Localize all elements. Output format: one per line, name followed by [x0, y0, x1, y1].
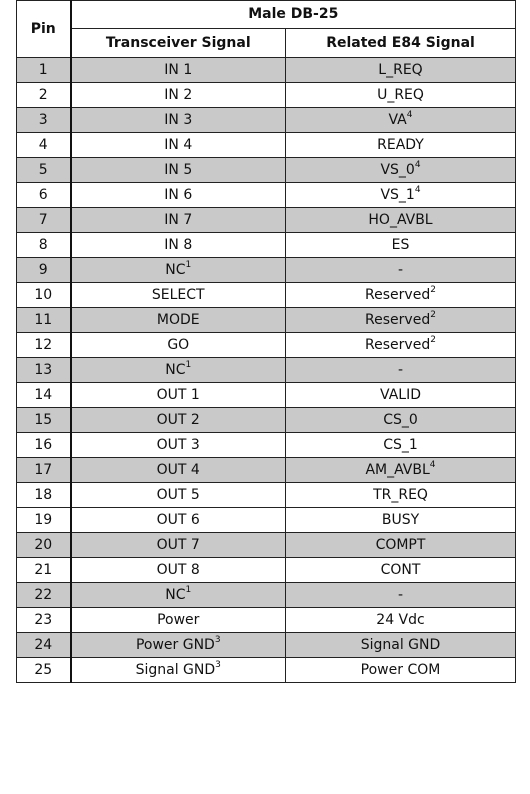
related-signal-cell	[286, 508, 516, 533]
transceiver-signal-cell	[71, 333, 286, 358]
pin-number-cell-text: 8	[38, 237, 48, 253]
related-signal-cell-text: CONT	[380, 562, 421, 578]
related-signal-cell-text: Reserved	[365, 312, 431, 328]
transceiver-signal-cell-text: NC	[165, 262, 186, 278]
pin-number-cell	[17, 483, 71, 508]
related-signal-cell-text: U_REQ	[377, 87, 424, 103]
related-signal-cell	[286, 333, 516, 358]
related-signal-cell	[286, 433, 516, 458]
transceiver-signal-cell	[71, 133, 286, 158]
table-row	[17, 133, 516, 158]
pin-number-cell-text: 24	[34, 637, 53, 653]
transceiver-signal-cell	[71, 258, 286, 283]
transceiver-signal-cell	[71, 458, 286, 483]
transceiver-signal-cell-text: Power	[157, 612, 200, 628]
related-signal-cell	[286, 608, 516, 633]
related-signal-cell-text: HO_AVBL	[368, 212, 433, 228]
related-signal-cell-text: L_REQ	[378, 62, 423, 78]
transceiver-signal-cell-text: NC	[165, 362, 186, 378]
related-signal-cell-text: CS_1	[383, 437, 418, 453]
transceiver-signal-cell	[71, 658, 286, 683]
related-signal-cell-text: ES	[391, 237, 410, 253]
table-row	[17, 258, 516, 283]
related-signal-cell	[286, 633, 516, 658]
related-signal-cell	[286, 558, 516, 583]
transceiver-signal-cell-text: IN 8	[164, 237, 193, 253]
related-signal-cell-text: Signal GND	[360, 637, 441, 653]
table-row	[17, 383, 516, 408]
pin-number-cell-text: 9	[38, 262, 48, 278]
pin-number-cell	[17, 208, 71, 233]
table-row	[17, 658, 516, 683]
transceiver-signal-cell-text: OUT 3	[156, 437, 200, 453]
transceiver-signal-cell	[71, 233, 286, 258]
related-signal-cell-text: BUSY	[381, 512, 420, 528]
transceiver-signal-cell	[71, 383, 286, 408]
transceiver-signal-cell-text: MODE	[156, 312, 200, 328]
related-signal-cell	[286, 83, 516, 108]
transceiver-signal-cell-text: Signal GND	[135, 662, 216, 678]
pin-number-cell-text: 10	[34, 287, 53, 303]
pin-number-cell-text: 4	[38, 137, 48, 153]
pin-number-cell-text: 17	[34, 462, 53, 478]
pin-number-cell	[17, 358, 71, 383]
transceiver-signal-cell-text: SELECT	[151, 287, 205, 303]
pin-number-cell-text: 14	[34, 387, 53, 403]
transceiver-signal-cell	[71, 58, 286, 83]
table-row	[17, 158, 516, 183]
transceiver-signal-cell	[71, 158, 286, 183]
pin-number-cell	[17, 658, 71, 683]
table-row	[17, 458, 516, 483]
related-signal-cell	[286, 308, 516, 333]
related-signal-header: Related E84 Signal	[286, 29, 516, 58]
transceiver-signal-cell	[71, 308, 286, 333]
table-row	[17, 333, 516, 358]
footnote-marker: 3	[214, 635, 221, 645]
transceiver-signal-cell-text: NC	[165, 587, 186, 603]
related-signal-cell	[286, 458, 516, 483]
pin-number-cell	[17, 283, 71, 308]
transceiver-signal-cell-text: OUT 7	[156, 537, 200, 553]
related-signal-cell	[286, 208, 516, 233]
transceiver-signal-cell-text: IN 4	[164, 137, 193, 153]
transceiver-signal-cell	[71, 608, 286, 633]
pin-number-cell	[17, 108, 71, 133]
pin-number-cell	[17, 583, 71, 608]
footnote-marker: 1	[185, 260, 192, 270]
related-signal-cell	[286, 583, 516, 608]
pin-number-cell-text: 21	[34, 562, 53, 578]
transceiver-signal-cell-text: Power GND	[135, 637, 215, 653]
pin-number-cell	[17, 433, 71, 458]
pinout-table	[16, 0, 516, 683]
related-signal-cell	[286, 183, 516, 208]
footnote-marker: 4	[414, 185, 421, 195]
pin-number-cell	[17, 308, 71, 333]
transceiver-signal-cell	[71, 483, 286, 508]
pin-number-cell-text: 20	[34, 537, 53, 553]
pin-number-cell	[17, 383, 71, 408]
transceiver-signal-cell-text: OUT 8	[156, 562, 200, 578]
transceiver-signal-cell-text: IN 7	[164, 212, 193, 228]
footnote-marker: 2	[430, 285, 436, 295]
table-row	[17, 558, 516, 583]
pin-number-cell-text: 19	[34, 512, 53, 528]
pin-number-cell	[17, 558, 71, 583]
related-signal-cell	[286, 133, 516, 158]
table-row	[17, 308, 516, 333]
related-signal-cell-text: Reserved	[365, 337, 431, 353]
pin-number-cell	[17, 183, 71, 208]
pin-number-cell-text: 16	[34, 437, 53, 453]
transceiver-signal-cell	[71, 533, 286, 558]
table-row	[17, 83, 516, 108]
table-row	[17, 108, 516, 133]
pin-number-cell	[17, 533, 71, 558]
pin-number-cell	[17, 333, 71, 358]
pin-number-cell	[17, 233, 71, 258]
pin-number-cell-text: 15	[34, 412, 53, 428]
table-row	[17, 358, 516, 383]
transceiver-signal-cell	[71, 408, 286, 433]
pin-number-cell-text: 6	[38, 187, 48, 203]
related-signal-cell	[286, 108, 516, 133]
pin-number-cell	[17, 608, 71, 633]
transceiver-signal-cell-text: IN 6	[164, 187, 193, 203]
transceiver-signal-cell	[71, 108, 286, 133]
pin-number-cell	[17, 258, 71, 283]
transceiver-signal-cell-text: OUT 5	[156, 487, 200, 503]
transceiver-signal-cell-text: GO	[167, 337, 190, 353]
related-signal-cell	[286, 258, 516, 283]
pin-number-cell	[17, 83, 71, 108]
pin-number-cell	[17, 458, 71, 483]
related-signal-cell-text: VALID	[380, 387, 421, 403]
pin-number-cell-text: 5	[38, 162, 48, 178]
related-signal-cell-text: 24 Vdc	[376, 612, 425, 628]
transceiver-signal-cell	[71, 633, 286, 658]
transceiver-signal-cell	[71, 558, 286, 583]
related-signal-cell	[286, 158, 516, 183]
table-row	[17, 633, 516, 658]
pin-column-header: Pin	[17, 1, 71, 58]
transceiver-signal-cell-text: IN 5	[164, 162, 193, 178]
table-row	[17, 483, 516, 508]
transceiver-signal-cell-text: OUT 4	[156, 462, 200, 478]
transceiver-signal-cell	[71, 208, 286, 233]
transceiver-signal-cell	[71, 358, 286, 383]
related-signal-cell-text: Reserved	[365, 287, 431, 303]
pin-number-cell-text: 11	[34, 312, 53, 328]
transceiver-signal-cell-text: OUT 1	[156, 387, 200, 403]
table-row	[17, 208, 516, 233]
pin-number-cell	[17, 633, 71, 658]
table-row	[17, 608, 516, 633]
pin-number-cell-text: 12	[34, 337, 53, 353]
pin-number-cell	[17, 58, 71, 83]
table-row	[17, 508, 516, 533]
pin-number-cell-text: 23	[34, 612, 53, 628]
pin-number-cell	[17, 508, 71, 533]
table-row	[17, 283, 516, 308]
transceiver-signal-cell	[71, 283, 286, 308]
table-row	[17, 183, 516, 208]
table-row	[17, 408, 516, 433]
related-signal-cell-text: Power COM	[360, 662, 441, 678]
pin-number-cell	[17, 133, 71, 158]
related-signal-cell	[286, 408, 516, 433]
transceiver-signal-cell	[71, 83, 286, 108]
table-row	[17, 533, 516, 558]
related-signal-cell	[286, 358, 516, 383]
footnote-marker: 3	[215, 660, 221, 670]
pin-number-cell-text: 3	[38, 112, 48, 128]
related-signal-cell-text: TR_REQ	[373, 487, 428, 503]
related-signal-cell-text: VS_0	[380, 162, 415, 178]
footnote-marker: 2	[430, 335, 436, 345]
related-signal-cell	[286, 383, 516, 408]
transceiver-signal-cell	[71, 508, 286, 533]
related-signal-cell-text: READY	[377, 137, 424, 153]
related-signal-cell	[286, 533, 516, 558]
related-signal-cell	[286, 58, 516, 83]
table-row	[17, 233, 516, 258]
transceiver-signal-cell-text: IN 1	[164, 62, 193, 78]
related-signal-cell-text: COMPT	[375, 537, 426, 553]
pin-number-cell-text: 22	[34, 587, 53, 603]
transceiver-signal-cell-text: IN 2	[164, 87, 193, 103]
pin-number-cell-text: 2	[38, 87, 48, 103]
transceiver-signal-header: Transceiver Signal	[71, 29, 286, 58]
table-row	[17, 433, 516, 458]
pin-number-cell	[17, 408, 71, 433]
footnote-marker: 1	[185, 585, 192, 595]
connector-header: Male DB-25	[71, 1, 516, 29]
table-row	[17, 583, 516, 608]
related-signal-cell	[286, 658, 516, 683]
pin-number-cell-text: 25	[34, 662, 53, 678]
transceiver-signal-cell-text: OUT 6	[156, 512, 200, 528]
related-signal-cell-text: VS_1	[380, 187, 415, 203]
pin-number-cell-text: 1	[38, 62, 48, 78]
related-signal-cell	[286, 483, 516, 508]
transceiver-signal-cell-text: OUT 2	[156, 412, 200, 428]
related-signal-cell-text: -	[397, 362, 404, 378]
footnote-marker: 4	[414, 160, 421, 170]
pin-number-cell-text: 7	[38, 212, 48, 228]
related-signal-cell-text: -	[397, 262, 404, 278]
related-signal-cell-text: AM_AVBL	[365, 462, 430, 478]
footnote-marker: 4	[429, 460, 436, 470]
footnote-marker: 4	[406, 110, 413, 120]
transceiver-signal-cell	[71, 433, 286, 458]
table-row	[17, 58, 516, 83]
pin-number-cell-text: 18	[34, 487, 53, 503]
pin-number-cell	[17, 158, 71, 183]
related-signal-cell-text: -	[397, 587, 404, 603]
footnote-marker: 1	[185, 360, 192, 370]
related-signal-cell-text: VA	[388, 112, 407, 128]
transceiver-signal-cell-text: IN 3	[164, 112, 193, 128]
footnote-marker: 2	[430, 310, 436, 320]
related-signal-cell	[286, 283, 516, 308]
transceiver-signal-cell	[71, 183, 286, 208]
pin-number-cell-text: 13	[34, 362, 53, 378]
related-signal-cell	[286, 233, 516, 258]
transceiver-signal-cell	[71, 583, 286, 608]
related-signal-cell-text: CS_0	[383, 412, 418, 428]
